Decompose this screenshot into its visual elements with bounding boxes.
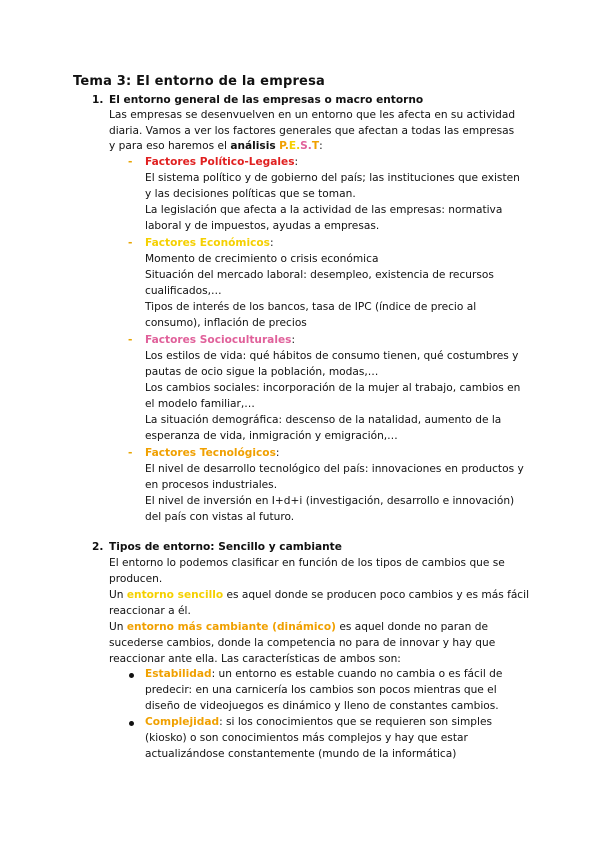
text-fragment: Un: [109, 589, 127, 601]
text-fragment: : un entorno es estable cuando no cambia o es fácil de: [211, 668, 503, 680]
pest-p: P.: [279, 140, 289, 152]
factor-line: en procesos industriales.: [145, 479, 278, 491]
bullet-line: actualizándose constantemente (mundo de la informática): [145, 748, 457, 760]
bullet-complexity: [145, 716, 492, 729]
factor-line: Momento de crecimiento o crisis económica: [145, 253, 379, 265]
factor-line: y las decisiones políticas que se toman.: [145, 188, 356, 200]
factor-line: del país con vistas al futuro.: [145, 511, 295, 523]
factor-dash: -: [128, 447, 133, 459]
factor-line: El sistema político y de gobierno del país; las instituciones que existen: [145, 172, 520, 184]
factor-dash: -: [128, 334, 133, 346]
simple-environment-term: entorno sencillo: [126, 589, 224, 601]
document-title: Tema 3: El entorno de la empresa: [73, 74, 325, 89]
text-fragment: Un: [109, 621, 127, 633]
factor-line: La legislación que afecta a la actividad de las empresas: normativa: [145, 204, 503, 216]
bullet-dot: [129, 721, 134, 726]
section-2-line: reaccionar ante ella. Las características de ambos son:: [109, 653, 401, 665]
factor-line: Tipos de interés de los bancos, tasa de IPC (índice de precio al: [145, 301, 477, 313]
section-1-intro-line-2: diaria. Vamos a ver los factores generales que afectan a todas las empresas: [109, 125, 515, 137]
pest-e: E.: [288, 140, 301, 152]
factor-line: Los cambios sociales: incorporación de la mujer al trabajo, cambios en: [145, 382, 521, 394]
section-2-simple-line: [109, 589, 529, 602]
factor-dash: -: [128, 156, 133, 168]
complexity-term: Complejidad: [145, 716, 220, 728]
pest-s: S.: [300, 140, 312, 152]
analysis-word: análisis: [230, 140, 276, 152]
factor-economic-title: Factores Económicos:: [145, 237, 274, 249]
factor-political-name: Factores Político-Legales: [145, 156, 295, 168]
section-2-number: 2.: [92, 541, 104, 553]
factor-economic-name: Factores Económicos: [145, 237, 270, 249]
factor-line: Los estilos de vida: qué hábitos de consumo tienen, qué costumbres y: [145, 350, 519, 362]
factor-line: El nivel de inversión en I+d+i (investigación, desarrollo e innovación): [145, 495, 515, 507]
section-2-dynamic-line: [109, 621, 488, 634]
text-fragment: es aquel donde no paran de: [335, 621, 488, 633]
factor-line: el modelo familiar,…: [145, 398, 255, 410]
factor-line: esperanza de vida, inmigración y emigración,…: [145, 430, 398, 442]
section-1-heading: El entorno general de las empresas o macro entorno: [109, 94, 424, 106]
factor-line: cualificados,…: [145, 285, 222, 297]
bullet-line: predecir: en una carnicería los cambios son pocos mientras que el: [145, 684, 497, 696]
section-2-line: El entorno lo podemos clasificar en función de los tipos de cambios que se: [109, 557, 505, 569]
section-2-line: reaccionar a él.: [109, 605, 191, 617]
factor-line: pautas de ocio sigue la población, modas,…: [145, 366, 379, 378]
section-1-intro-line-1: Las empresas se desenvuelven en un entorno que les afecta en su actividad: [109, 109, 516, 121]
pest-t: T: [311, 140, 320, 152]
factor-dash: -: [128, 237, 133, 249]
text-fragment: es aquel donde se producen poco cambios y es más fácil: [223, 589, 530, 601]
factor-line: consumo), inflación de precios: [145, 317, 307, 329]
bullet-stability: [145, 668, 502, 681]
factor-sociocultural-title: Factores Socioculturales:: [145, 334, 296, 346]
text-fragment: : si los conocimientos que se requieren son simples: [219, 716, 493, 728]
section-2-line: producen.: [109, 573, 163, 585]
factor-line: laboral y de impuestos, ayudas a empresas.: [145, 220, 380, 232]
bullet-line: (kiosko) o son conocimientos más complejos y hay que estar: [145, 732, 468, 744]
factor-political-title: Factores Político-Legales:: [145, 156, 299, 168]
intro-text: y para eso haremos el: [109, 140, 231, 152]
section-2-heading: Tipos de entorno: Sencillo y cambiante: [109, 541, 342, 553]
section-2-line: sucederse cambios, donde la competencia no para de innovar y hay que: [109, 637, 496, 649]
bullet-line: diseño de videojuegos es dinámico y lleno de constantes cambios.: [145, 700, 499, 712]
factor-sociocultural-name: Factores Socioculturales: [145, 334, 292, 346]
factor-line: La situación demográfica: descenso de la natalidad, aumento de la: [145, 414, 502, 426]
bullet-dot: [129, 673, 134, 678]
factor-line: El nivel de desarrollo tecnológico del país: innovaciones en productos y: [145, 463, 524, 475]
dynamic-environment-term: entorno más cambiante (dinámico): [126, 621, 336, 633]
section-1-number: 1.: [92, 94, 104, 106]
section-1-intro-line-3: [109, 140, 323, 153]
factor-technological-name: Factores Tecnológicos: [145, 447, 276, 459]
factor-technological-title: Factores Tecnológicos:: [145, 447, 280, 459]
stability-term: Estabilidad: [145, 668, 212, 680]
colon: :: [319, 140, 323, 152]
factor-line: Situación del mercado laboral: desempleo, existencia de recursos: [145, 269, 494, 281]
